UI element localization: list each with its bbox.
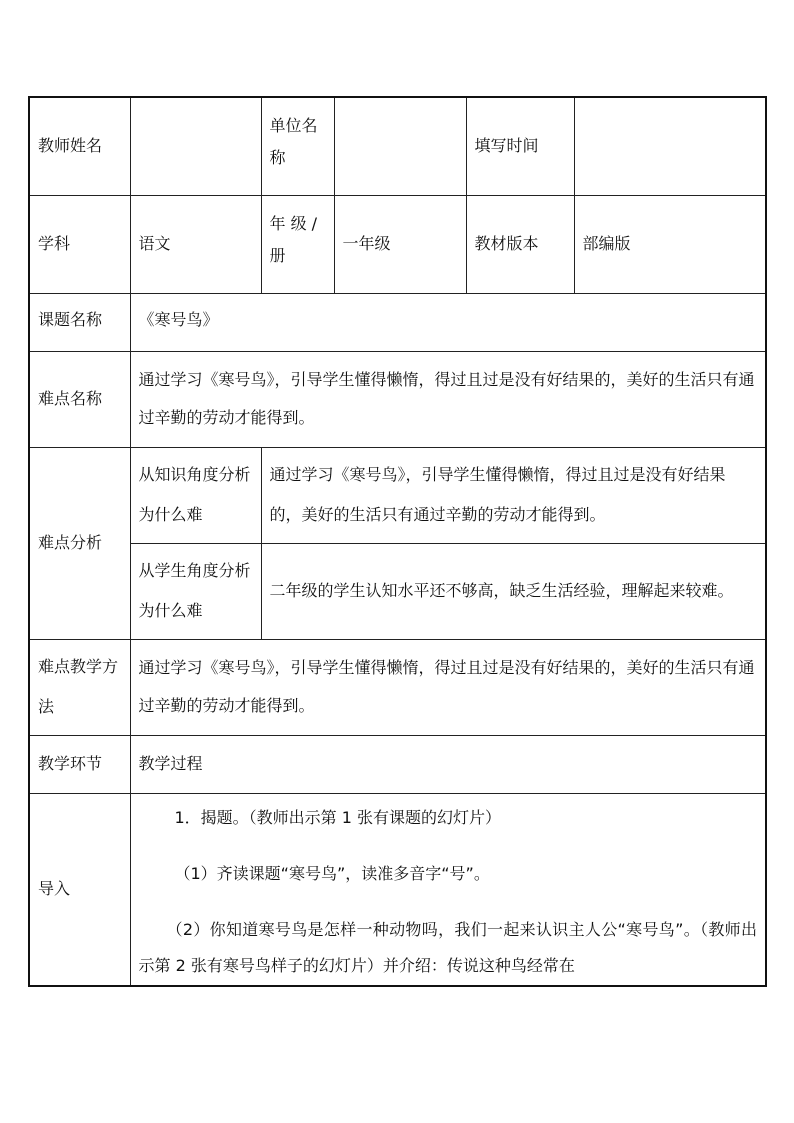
table-row bbox=[29, 447, 766, 543]
fill-time-value bbox=[574, 97, 766, 195]
method-value: 通过学习《寒号鸟》，引导学生懂得懒惰，得过且过是没有好结果的，美好的生活只有通过辛勤的劳动才能得到。 bbox=[130, 639, 766, 735]
analysis-student-label: 从学生角度分析为什么难 bbox=[130, 543, 261, 639]
analysis-label: 难点分析 bbox=[29, 447, 130, 639]
intro-line: （1）齐读课题“寒号鸟”，读准多音字“号”。 bbox=[174, 863, 490, 883]
table-row bbox=[29, 351, 766, 447]
analysis-student-value: 二年级的学生认知水平还不够高，缺乏生活经验，理解起来较难。 bbox=[261, 543, 766, 639]
grade-value: 一年级 bbox=[334, 195, 466, 293]
table-row bbox=[29, 793, 766, 986]
intro-label: 导入 bbox=[29, 793, 130, 986]
unit-name-label: 单位名称 bbox=[261, 97, 334, 195]
table-row bbox=[29, 97, 766, 195]
difficulty-label: 难点名称 bbox=[29, 351, 130, 447]
textbook-label: 教材版本 bbox=[466, 195, 574, 293]
unit-name-value bbox=[334, 97, 466, 195]
fill-time-label: 填写时间 bbox=[466, 97, 574, 195]
intro-line: （2）你知道寒号鸟是怎样一种动物吗，我们一起来认识主人公“寒号鸟”。（教师出示第 2 张有寒号鸟样子的幻灯片）并介绍：传说这种鸟经常在 bbox=[138, 919, 757, 975]
grade-label: 年 级 / 册 bbox=[261, 195, 334, 293]
process-label: 教学过程 bbox=[130, 735, 766, 793]
topic-label: 课题名称 bbox=[29, 293, 130, 351]
stage-label: 教学环节 bbox=[29, 735, 130, 793]
intro-content bbox=[130, 793, 766, 986]
teacher-name-value bbox=[130, 97, 261, 195]
teacher-name-label: 教师姓名 bbox=[29, 97, 130, 195]
difficulty-value: 通过学习《寒号鸟》，引导学生懂得懒惰，得过且过是没有好结果的，美好的生活只有通过辛勤的劳动才能得到。 bbox=[130, 351, 766, 447]
analysis-knowledge-label: 从知识角度分析为什么难 bbox=[130, 447, 261, 543]
lesson-plan-table bbox=[28, 96, 767, 987]
table-row bbox=[29, 735, 766, 793]
textbook-value: 部编版 bbox=[574, 195, 766, 293]
topic-value: 《寒号鸟》 bbox=[130, 293, 766, 351]
analysis-knowledge-value: 通过学习《寒号鸟》，引导学生懂得懒惰，得过且过是没有好结果的，美好的生活只有通过辛勤的劳动才能得到。 bbox=[261, 447, 766, 543]
subject-value: 语文 bbox=[130, 195, 261, 293]
intro-line: 1．揭题。（教师出示第 1 张有课题的幻灯片） bbox=[174, 807, 502, 827]
method-label: 难点教学方法 bbox=[29, 639, 130, 735]
table-row bbox=[29, 543, 766, 639]
subject-label: 学科 bbox=[29, 195, 130, 293]
table-row bbox=[29, 293, 766, 351]
table-row bbox=[29, 639, 766, 735]
table-row bbox=[29, 195, 766, 293]
